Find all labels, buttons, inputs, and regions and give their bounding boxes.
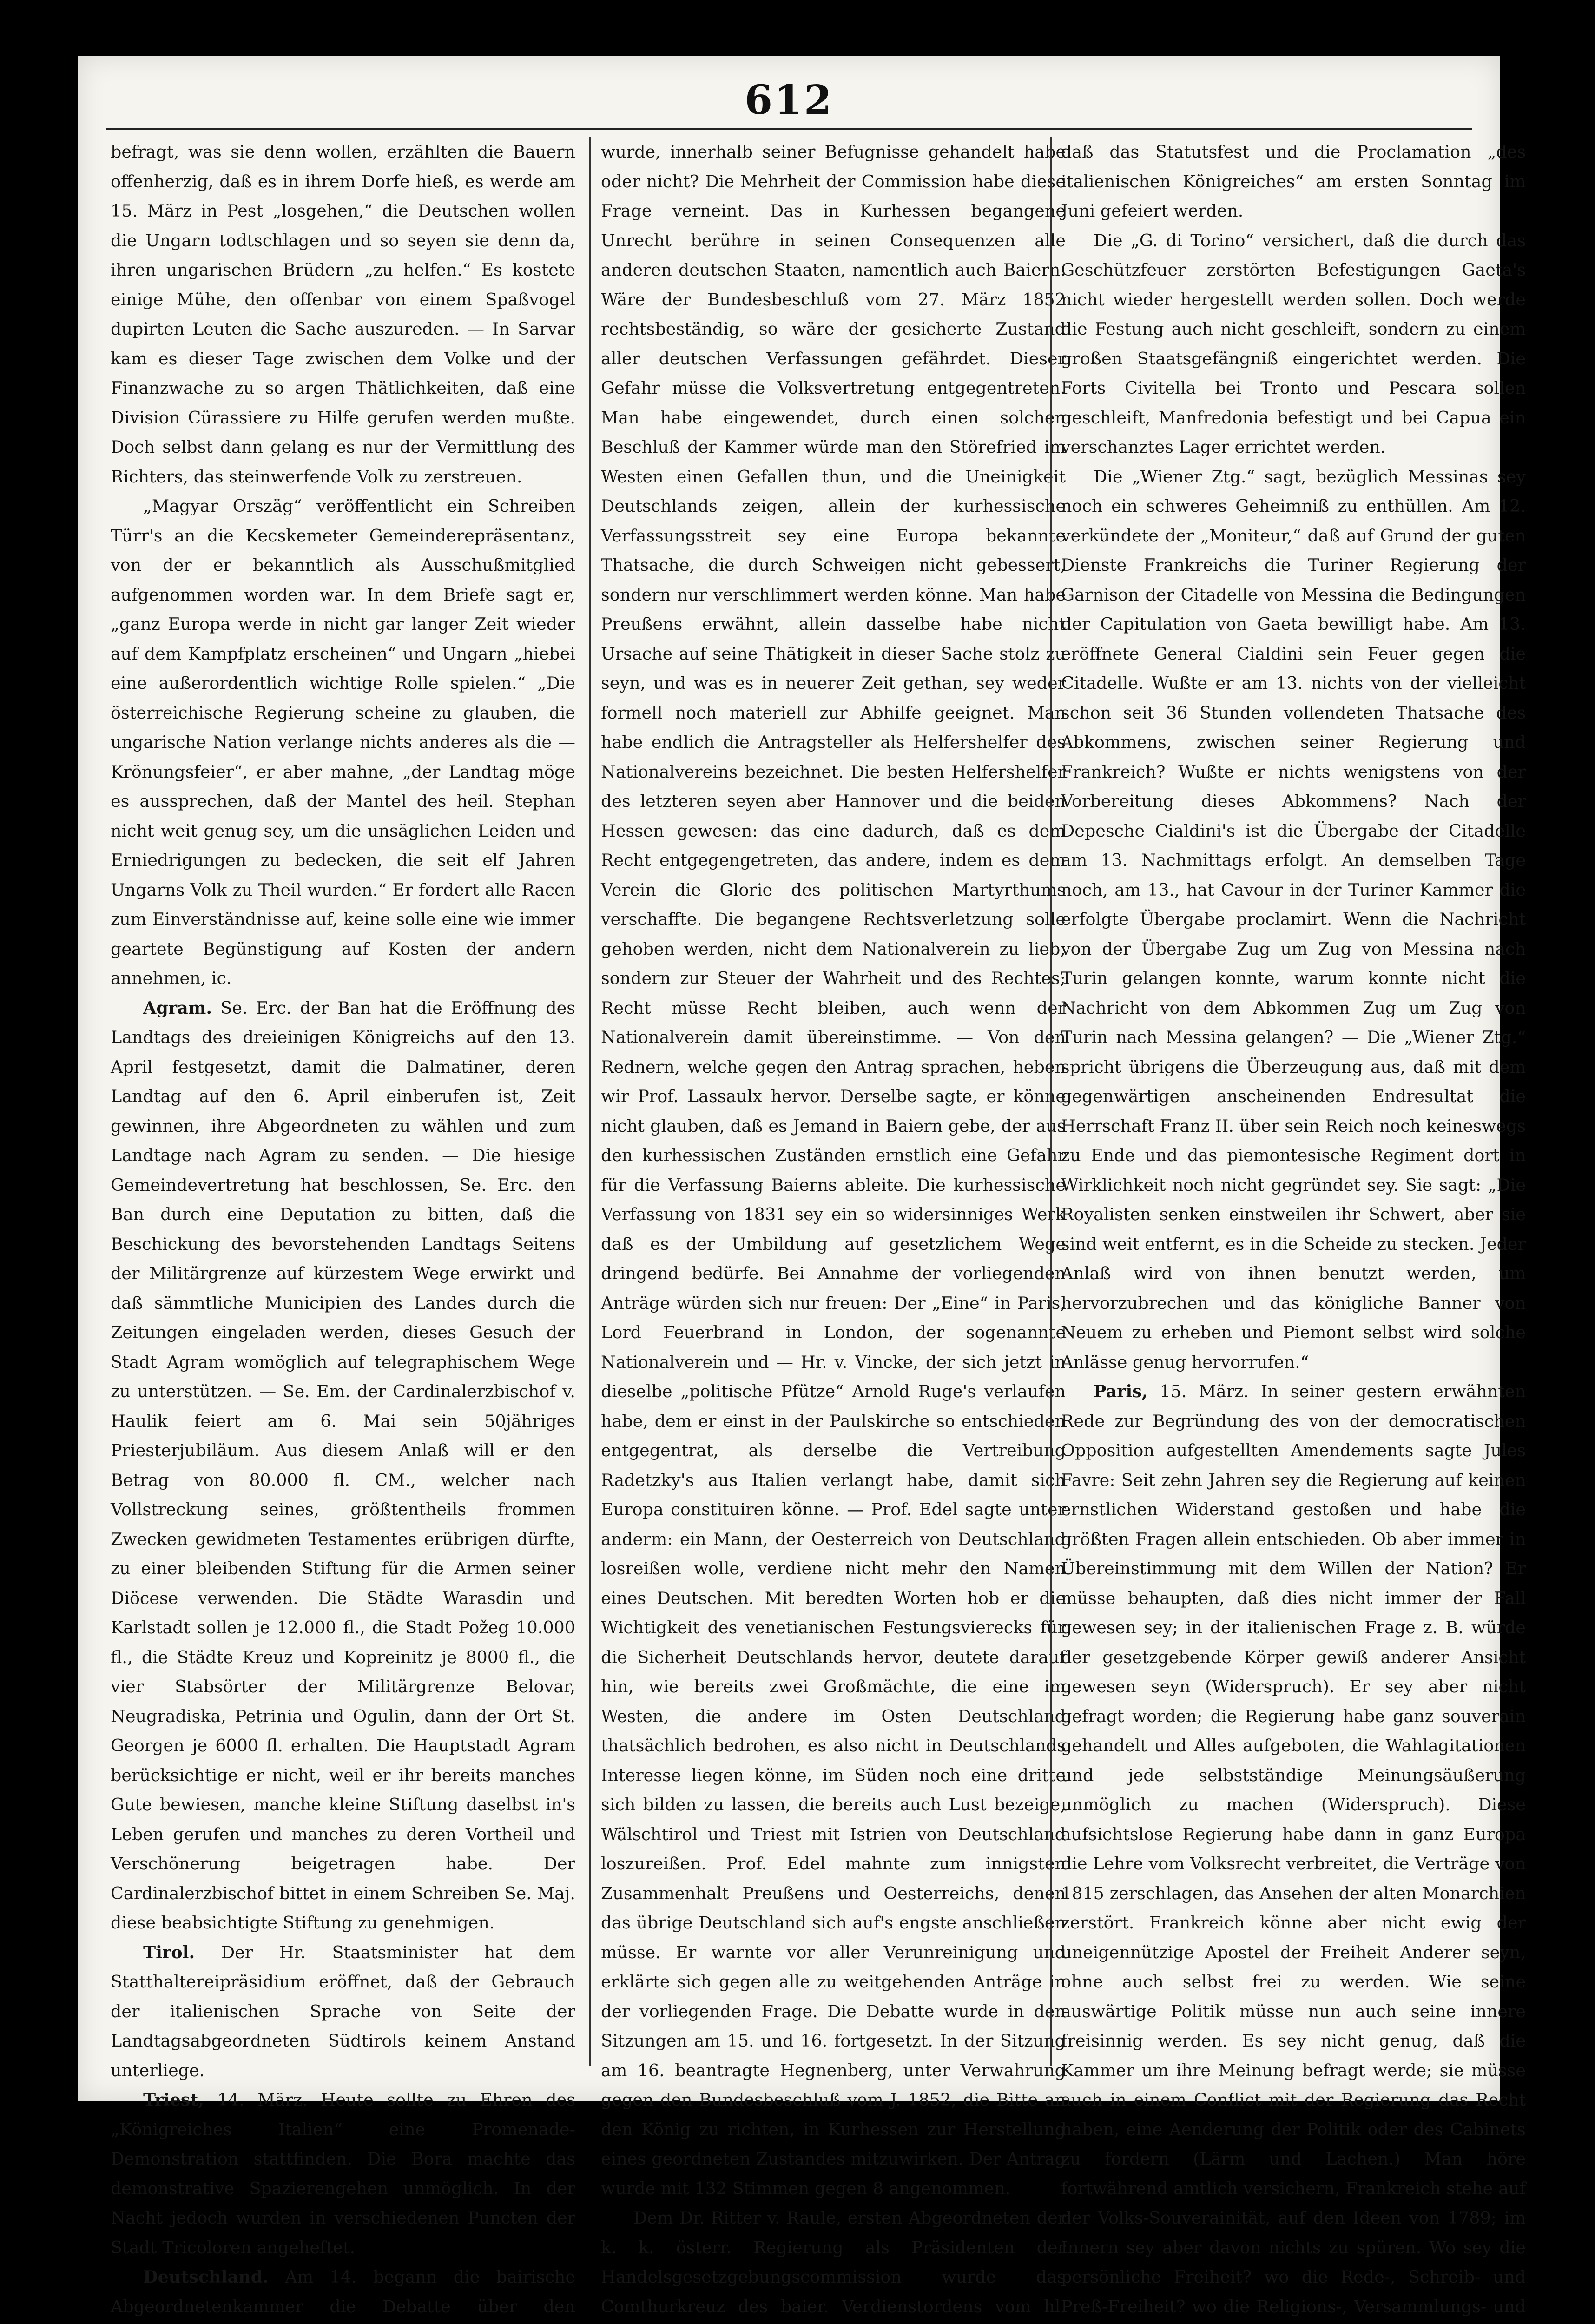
newspaper-page xyxy=(78,56,1526,2317)
paragraph-text: Die „Wiener Ztg.“ sagt, bezüglich Messinas sey noch ein schweres Geheimniß zu enthüllen. Am 12. verkündete der „Moniteur,“ daß auf Grund der guten Dienste Frankreichs die Turiner Regierung der Garnison der Citadelle von Messina die Bedingungen der Capitulation von Gaeta bewilligt habe. Am 13. eröffnete General Cialdini sein Feuer gegen die Citadelle. Wußte er am 13. nichts von der vielleicht schon seit 36 Stunden vollendeten Thatsache des Abkommens, zwischen seiner Regierung und Frankreich? Wußte er nichts wenigstens von der Vorbereitung dieses Abkommens? Nach der Depesche Cialdini's ist die Übergabe der Citadelle am 13. Nachmittags erfolgt. An demselben Tage noch, am 13., hat Cavour in der Turiner Kammer die erfolgte Übergabe proclamirt. Wenn die Nachricht von der Übergabe Zug um Zug von Messina nach Turin gelangen konnte, warum konnte nicht die Nachricht von dem Abkommen Zug um Zug von Turin nach Messina gelangen? — Die „Wiener Ztg.“ spricht übrigens die Überzeugung aus, daß mit dem gegenwärtigen anscheinenden Endresultat die Herrschaft Franz II. über sein Reich noch keineswegs zu Ende und das piemontesische Regiment dort in Wirklichkeit noch nicht gegründet sey. Sie sagt: „Die Royalisten senken einstweilen ihr Schwert, aber sie sind weit entfernt, es in die Scheide zu stecken. Jeder Anlaß wird von ihnen benutzt werden, um hervorzubrechen und das königliche Banner von Neuem zu erheben und Piemont selbst wird solche Anlässe genug hervorrufen.“ xyxy=(1061,466,1526,1372)
paragraph-text: 15. März. In seiner gestern erwähnten Rede zur Begründung des von der democratischen Opposition aufgestellten Amendements sagte Jules Favre: Seit zehn Jahren sey die Regierung auf keinen ernstlichen Widerstand gestoßen und habe die größten Fragen allein entschieden. Ob aber immer in Übereinstimmung mit dem Willen der Nation? Er müsse behaupten, daß dies nicht immer der Fall gewesen sey; in der italienischen Frage z. B. würde der gesetzgebende Körper gewiß anderer Ansicht gewesen seyn (Widerspruch). Er sey aber nicht gefragt worden; die Regierung habe ganz souverain gehandelt und Alles aufgeboten, die Wahlagitationen und jede selbstständige Meinungsäußerung unmöglich zu machen (Widerspruch). Diese aufsichtslose Regierung habe dann in ganz Europa die Lehre vom Volksrecht verbreitet, die Verträge von 1815 zerschlagen, das Ansehen der alten Monarchien zerstört. Frankreich könne aber nicht ewig der uneigennützige Apostel der Freiheit Anderer seyn, ohne auch selbst frei zu werden. Wie seine auswärtige Politik müsse nun auch seine innere freisinnig werden. Es sey nicht genug, daß die Kammer um ihre Meinung befragt werde; sie müsse auch in einem Conflict mit der Regierung das Recht haben, eine Aenderung der Politik oder des Cabinets zu fordern (Lärm und Lachen.) Man höre fortwährend amtlich versichern, Frankreich stehe auf der Volks-Souverainität, auf den Ideen von 1789; im Innern sey aber davon nichts zu spüren. Wo sey die persönliche Freiheit? wo die Rede-, Schreib- und Preß-Freiheit? wo die Religions-, Versammlungs- und xyxy=(1061,1381,1526,2317)
paragraph-text: Der Hr. Staatsminister hat dem Statthaltereipräsidium eröffnet, daß der Gebrauch der italienischen Sprache von Seite der Landtagsabgeordneten Südtirols keinem Anstand unterliege. xyxy=(111,1942,575,2080)
header-rule xyxy=(106,128,1472,130)
article-paragraph xyxy=(111,1938,575,2086)
paragraph-text: Am 14. begann die bairische Abgeordnetenkammer die Debatte über den xyxy=(111,2267,575,2317)
column-1 xyxy=(111,137,575,2317)
article-paragraph xyxy=(1061,1377,1526,2324)
dateline: Agram. xyxy=(143,997,212,1018)
article-paragraph xyxy=(1061,226,1526,462)
article-paragraph xyxy=(601,2203,1066,2324)
column-divider-1 xyxy=(589,137,591,2066)
dateline: Deutschland. xyxy=(143,2267,269,2287)
column-2 xyxy=(601,137,1066,2317)
paragraph-text: Se. Erc. der Ban hat die Eröffnung des Landtags des dreieinigen Königreichs auf den 13. April festgesetzt, damit die Dalmatiner, deren Landtag auf den 6. April einberufen ist, Zeit gewinnen, ihre Abgeordneten zu wählen und zum Landtage nach Agram zu senden. — Die hiesige Gemeindevertretung hat beschlossen, Se. Erc. den Ban durch eine Deputation zu bitten, daß die Beschickung des bevorstehenden Landtags Seitens der Militärgrenze auf kürzestem Wege erwirkt und daß sämmtliche Municipien des Landes durch die Zeitungen eingeladen werden, dieses Gesuch der Stadt Agram womöglich auf telegraphischem Wege zu unterstützen. — Se. Em. der Cardinalerzbischof v. Haulik feiert am 6. Mai sein 50jähriges Priesterjubiläum. Aus diesem Anlaß will er den Betrag von 80.000 fl. CM., welcher nach Vollstreckung seines, größtentheils frommen Zwecken gewidmeten Testamentes erübrigen dürfte, zu einer bleibenden Stiftung für die Armen seiner Diöcese verwenden. Die Städte Warasdin und Karlstadt sollen je 12.000 fl., die Stadt Požeg 10.000 fl., die Städte Kreuz und Kopreinitz je 8000 fl., die vier Stabsörter der Militärgrenze Belovar, Neugradiska, Petrinia und Ogulin, dann der Ort St. Georgen je 6000 fl. erhalten. Die Hauptstadt Agram berücksichtige er nicht, weil er ihr bereits manches Gute bewiesen, manche kleine Stiftung daselbst in's Leben gerufen und manches zu deren Vortheil und Verschönerung beigetragen habe. Der Cardinalerzbischof bittet in einem Schreiben Se. Maj. diese beabsichtigte Stiftung zu genehmigen. xyxy=(111,997,575,1933)
column-divider-2 xyxy=(1050,137,1052,2066)
article-paragraph xyxy=(111,137,575,491)
paragraph-text: wurde, innerhalb seiner Befugnisse gehandelt habe oder nicht? Die Mehrheit der Commission habe diese Frage verneint. Das in Kurhessen begangene Unrecht berühre in seinen Consequenzen alle anderen deutschen Staaten, namentlich auch Baiern. Wäre der Bundesbeschluß vom 27. März 1852 rechtsbeständig, so wäre der gesicherte Zustand aller deutschen Verfassungen gefährdet. Dieser Gefahr müsse die Volksvertretung entgegentreten. Man habe eingewendet, durch einen solchen Beschluß der Kammer würde man den Störefried im Westen einen Gefallen thun, und die Uneinigkeit Deutschlands zeigen, allein der kurhessische Verfassungsstreit sey eine Europa bekannte Thatsache, die durch Schweigen nicht gebessert, sondern nur verschlimmert werden könne. Man habe Preußens erwähnt, allein dasselbe habe nicht Ursache auf seine Thätigkeit in dieser Sache stolz zu seyn, und was es in neuerer Zeit gethan, sey weder formell noch materiell zur Abhilfe geeignet. Man habe endlich die Antragsteller als Helfershelfer des Nationalvereins bezeichnet. Die besten Helfershelfer des letzteren seyen aber Hannover und die beiden Hessen gewesen: das eine dadurch, daß es dem Recht entgegengetreten, das andere, indem es dem Verein die Glorie des politischen Martyrthums verschaffte. Die begangene Rechtsverletzung solle gehoben werden, nicht dem Nationalverein zu lieb, sondern zur Steuer der Wahrheit und des Rechtes; Recht müsse Recht bleiben, auch wenn der Nationalverein damit übereinstimme. — Von den Rednern, welche gegen den Antrag sprachen, heben wir Prof. Lassaulx hervor. Derselbe sagte, er könne nicht glauben, daß es Jemand in Baiern gebe, der aus den kurhessischen Zuständen ernstlich eine Gefahr für die Verfassung Baierns ableite. Die kurhessische Verfassung von 1831 sey ein so widersinniges Werk daß es der Umbildung auf gesetzlichem Wege dringend bedürfe. Bei Annahme der vorliegenden Anträge würden sich nur freuen: Der „Eine“ in Paris, Lord Feuerbrand in London, der sogenannte Nationalverein und — Hr. v. Vincke, der sich jetzt in dieselbe „politische Pfütze“ Arnold Ruge's verlaufen habe, dem er einst in der Paulskirche so entschieden entgegentrat, als derselbe die Vertreibung Radetzky's aus Italien verlangt habe, damit sich Europa constituiren könne. — Prof. Edel sagte unter anderm: ein Mann, der Oesterreich von Deutschland losreißen wolle, verdiene nicht mehr den Namen eines Deutschen. Mit beredten Worten hob er die Wichtigkeit des venetianischen Festungsvierecks für die Sicherheit Deutschlands hervor, deutete darauf hin, wie bereits zwei Großmächte, die eine im Westen, die andere im Osten Deutschland thatsächlich bedrohen, es also nicht in Deutschlands Interesse liegen könne, im Süden noch eine dritte sich bilden zu lassen, die bereits auch Lust bezeige, Wälschtirol und Triest mit Istrien von Deutschland loszureißen. Prof. Edel mahnte zum innigsten Zusammenhalt Preußens und Oesterreichs, denen das übrige Deutschland sich auf's engste anschließen müsse. Er warnte vor aller Verunreinigung und erklärte sich gegen alle zu weitgehenden Anträge in der vorliegenden Frage. Die Debatte wurde in den Sitzungen am 15. und 16. fortgesetzt. In der Sitzung am 16. beantragte Hegnenberg, unter Verwahrung gegen den Bundesbeschluß vom J. 1852, die Bitte an den König zu richten, in Kurhessen zur Herstellung eines geordneten Zustandes mitzuwirken. Der Antrag wurde mit 132 Stimmen gegen 8 angenommen. xyxy=(601,142,1066,2199)
dateline: Paris, xyxy=(1094,1381,1148,1401)
paragraph-text: 14. März. Heute sollte zu Ehren des „Königreiches Italien“ eine Promenade-Demonstration stattfinden. Die Bora machte das demonstrative Spazierengehen unmöglich. In der Nacht jedoch wurden in verschiedenen Puncten der Stadt Tricoloren angeheftet. xyxy=(111,2090,575,2258)
paragraph-text: daß das Statutsfest und die Proclamation „des italienischen Königreiches“ am ersten Sonntag im Juni gefeiert werden. xyxy=(1061,142,1526,221)
article-paragraph xyxy=(111,491,575,993)
paragraph-text: Die „G. di Torino“ versichert, daß die durch das Geschützfeuer zerstörten Befestigungen Gaeta's nicht wieder hergestellt werden sollen. Doch werde die Festung auch nicht geschleift, sondern zu einem großen Staatsgefängniß eingerichtet werden. Die Forts Civitella bei Tronto und Pescara sollen geschleift, Manfredonia befestigt und bei Capua ein verschanztes Lager errichtet werden. xyxy=(1061,230,1526,457)
dateline: Triest, xyxy=(143,2090,204,2110)
page-number: 612 xyxy=(745,77,834,124)
dateline: Tirol. xyxy=(143,1942,195,1962)
article-paragraph xyxy=(1061,137,1526,226)
article-paragraph xyxy=(1061,462,1526,1377)
article-paragraph xyxy=(111,2085,575,2262)
paragraph-text: „Magyar Orszäg“ veröffentlicht ein Schreiben Türr's an die Kecskemeter Gemeinderepräsentanz, von der er bekanntlich als Ausschußmitglied aufgenommen worden war. In dem Briefe sagt er, „ganz Europa werde in nicht gar langer Zeit wieder auf dem Kampfplatz erscheinen“ und Ungarn „hiebei eine außerordentlich wichtige Rolle spielen.“ „Die österreichische Regierung scheine zu glauben, die ungarische Nation verlange nichts anderes als die — Krönungsfeier“, er aber mahne, „der Landtag möge es aussprechen, daß der Mantel des heil. Stephan nicht weit genug sey, um die unsäglichen Leiden und Erniedrigungen zu bedecken, die seit elf Jahren Ungarns Volk zu Theil wurden.“ Er fordert alle Racen zum Einverständnisse auf, keine solle eine wie immer geartete Begünstigung auf Kosten der andern annehmen, ic. xyxy=(111,496,575,988)
paragraph-text: Dem Dr. Ritter v. Raule, ersten Abgeordneten der k. k. österr. Regierung als Präsidenten der Handelsgesetzgebungscommission wurde das Comthurkreuz des baier. Verdienstordens vom hl. xyxy=(601,2208,1066,2317)
article-paragraph xyxy=(111,993,575,1938)
article-paragraph xyxy=(111,2262,575,2324)
paragraph-text: befragt, was sie denn wollen, erzählten die Bauern offenherzig, daß es in ihrem Dorfe hieß, es werde am 15. März in Pest „losgehen,“ die Deutschen wollen die Ungarn todtschlagen und so seyen sie denn da, ihren ungarischen Brüdern „zu helfen.“ Es kostete einige Mühe, den offenbar von einem Spaßvogel dupirten Leuten die Sache auszureden. — In Sarvar kam es dieser Tage zwischen dem Volke und der Finanzwache zu so argen Thätlichkeiten, daß eine Division Cürassiere zu Hilfe gerufen werden mußte. Doch selbst dann gelang es nur der Vermittlung des Richters, das steinwerfende Volk zu zerstreuen. xyxy=(111,142,575,487)
column-3 xyxy=(1061,137,1526,2317)
article-paragraph xyxy=(601,137,1066,2203)
